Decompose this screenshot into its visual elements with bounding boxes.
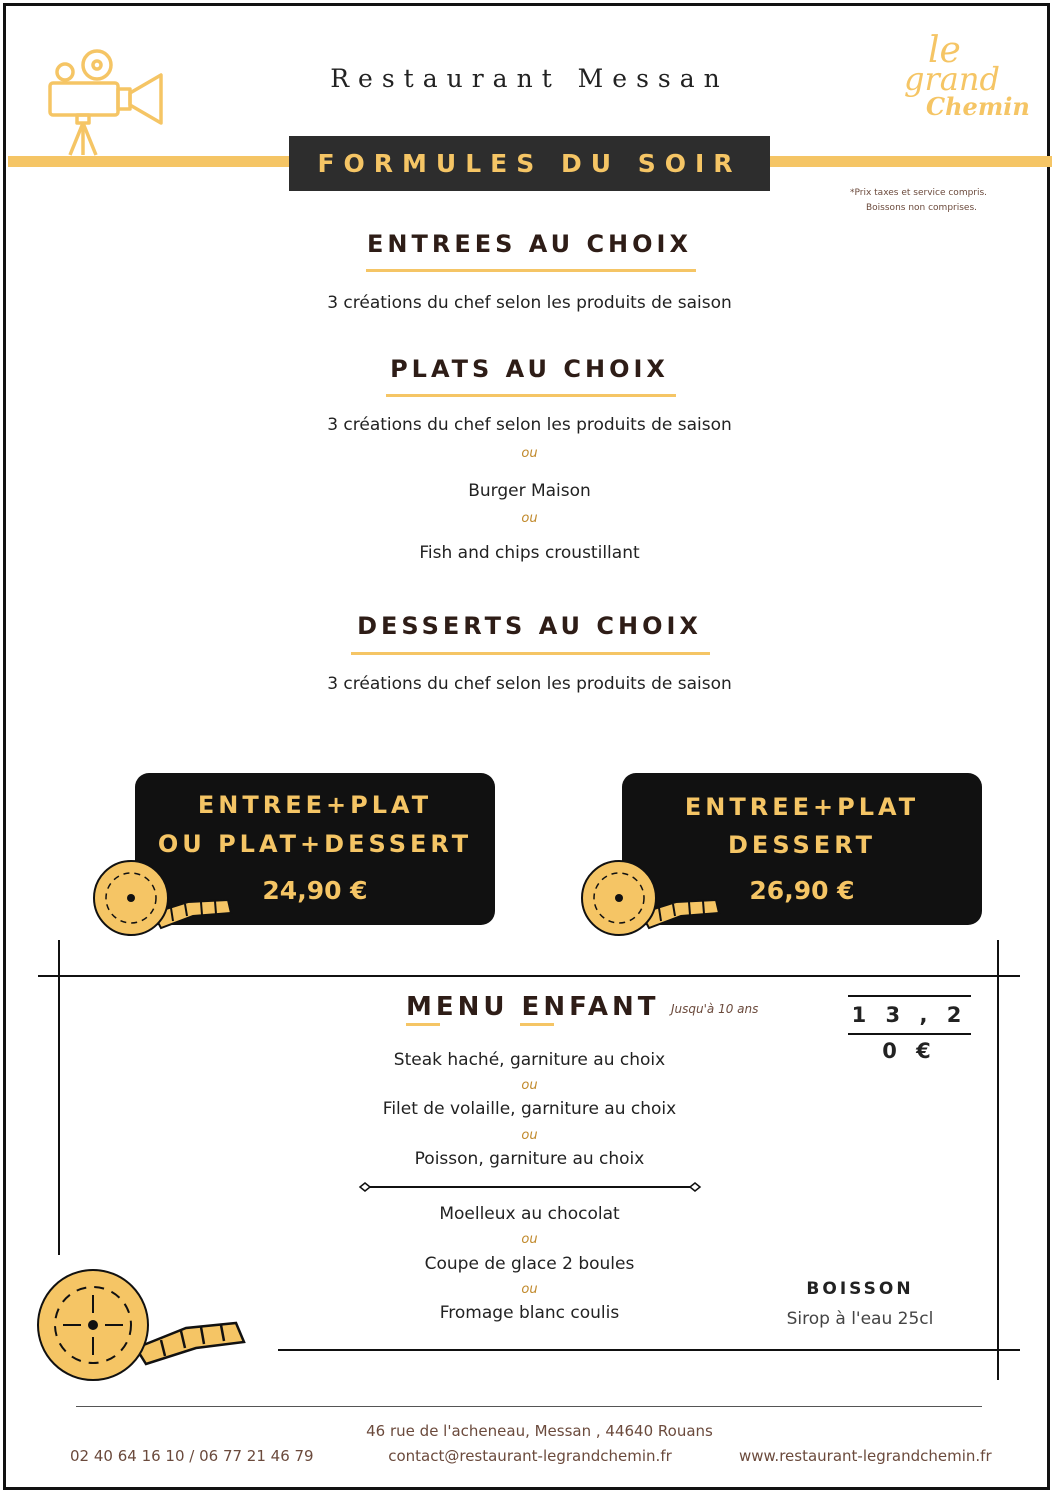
enfant-dessert: Moelleux au chocolat — [439, 1204, 620, 1224]
age-note: Jusqu'à 10 ans — [671, 1002, 759, 1016]
desserts-item: 3 créations du chef selon les produits de saison — [327, 674, 732, 694]
enfant-bottom-rule — [278, 1349, 1020, 1351]
footer-rule — [76, 1406, 982, 1407]
footer-phone: 02 40 64 16 10 / 06 77 21 46 79 — [70, 1447, 314, 1465]
footer-website[interactable]: www.restaurant-legrandchemin.fr — [739, 1447, 992, 1465]
plats-title: PLATS AU CHOIX — [390, 355, 669, 383]
enfant-separator: ou — [521, 1078, 538, 1093]
header-band-right — [770, 156, 1052, 167]
enfant-underline-1 — [406, 1023, 440, 1026]
drink-item: Sirop à l'eau 25cl — [786, 1309, 934, 1329]
enfant-separator: ou — [521, 1282, 538, 1297]
enfant-underline-2 — [520, 1023, 554, 1026]
footer-address: 46 rue de l'acheneau, Messan , 44640 Rouans — [366, 1422, 713, 1440]
movie-camera-icon — [45, 45, 170, 160]
enfant-price: 1 3 , 2 0 € — [848, 995, 971, 1035]
formula-line: OU PLAT+DESSERT — [157, 830, 473, 858]
enfant-separator: ou — [521, 1232, 538, 1247]
entrees-underline — [366, 269, 696, 272]
formules-banner: FORMULES DU SOIR — [289, 136, 770, 191]
desserts-underline — [351, 652, 710, 655]
formula-price: 24,90 € — [262, 876, 368, 905]
formula-price: 26,90 € — [749, 876, 855, 905]
plats-separator: ou — [521, 446, 538, 461]
entrees-item: 3 créations du chef selon les produits de saison — [327, 293, 732, 313]
enfant-main: Steak haché, garniture au choix — [393, 1050, 666, 1070]
plats-item: Burger Maison — [468, 481, 591, 501]
le-grand-chemin-logo: le grand Chemin — [904, 30, 1030, 121]
enfant-separator: ou — [521, 1128, 538, 1143]
film-reel-icon — [36, 1268, 248, 1384]
enfant-main: Filet de volaille, garniture au choix — [382, 1099, 677, 1119]
formula-line: DESSERT — [728, 831, 876, 859]
film-reel-icon — [581, 858, 721, 938]
film-reel-icon — [93, 858, 233, 938]
desserts-title: DESSERTS AU CHOIX — [357, 612, 702, 640]
price-note: *Prix taxes et service compris. Boissons non comprises. — [850, 188, 988, 213]
plats-item: Fish and chips croustillant — [419, 543, 640, 563]
menu-enfant-title: MENU ENFANT — [406, 992, 660, 1022]
plats-item: 3 créations du chef selon les produits de saison — [327, 415, 732, 435]
plats-underline — [386, 394, 676, 397]
drink-title: BOISSON — [806, 1279, 914, 1299]
enfant-main: Poisson, garniture au choix — [414, 1149, 645, 1169]
formula-line: ENTREE+PLAT — [197, 791, 433, 819]
restaurant-name: Restaurant Messan — [330, 64, 729, 93]
plats-separator: ou — [521, 511, 538, 526]
enfant-top-rule — [38, 975, 1020, 977]
enfant-dessert: Fromage blanc coulis — [439, 1303, 620, 1323]
enfant-dessert: Coupe de glace 2 boules — [424, 1254, 635, 1274]
diamond-divider — [358, 1180, 702, 1194]
formula-line: ENTREE+PLAT — [684, 793, 920, 821]
footer-email[interactable]: contact@restaurant-legrandchemin.fr — [388, 1447, 672, 1465]
entrees-title: ENTREES AU CHOIX — [367, 230, 692, 258]
